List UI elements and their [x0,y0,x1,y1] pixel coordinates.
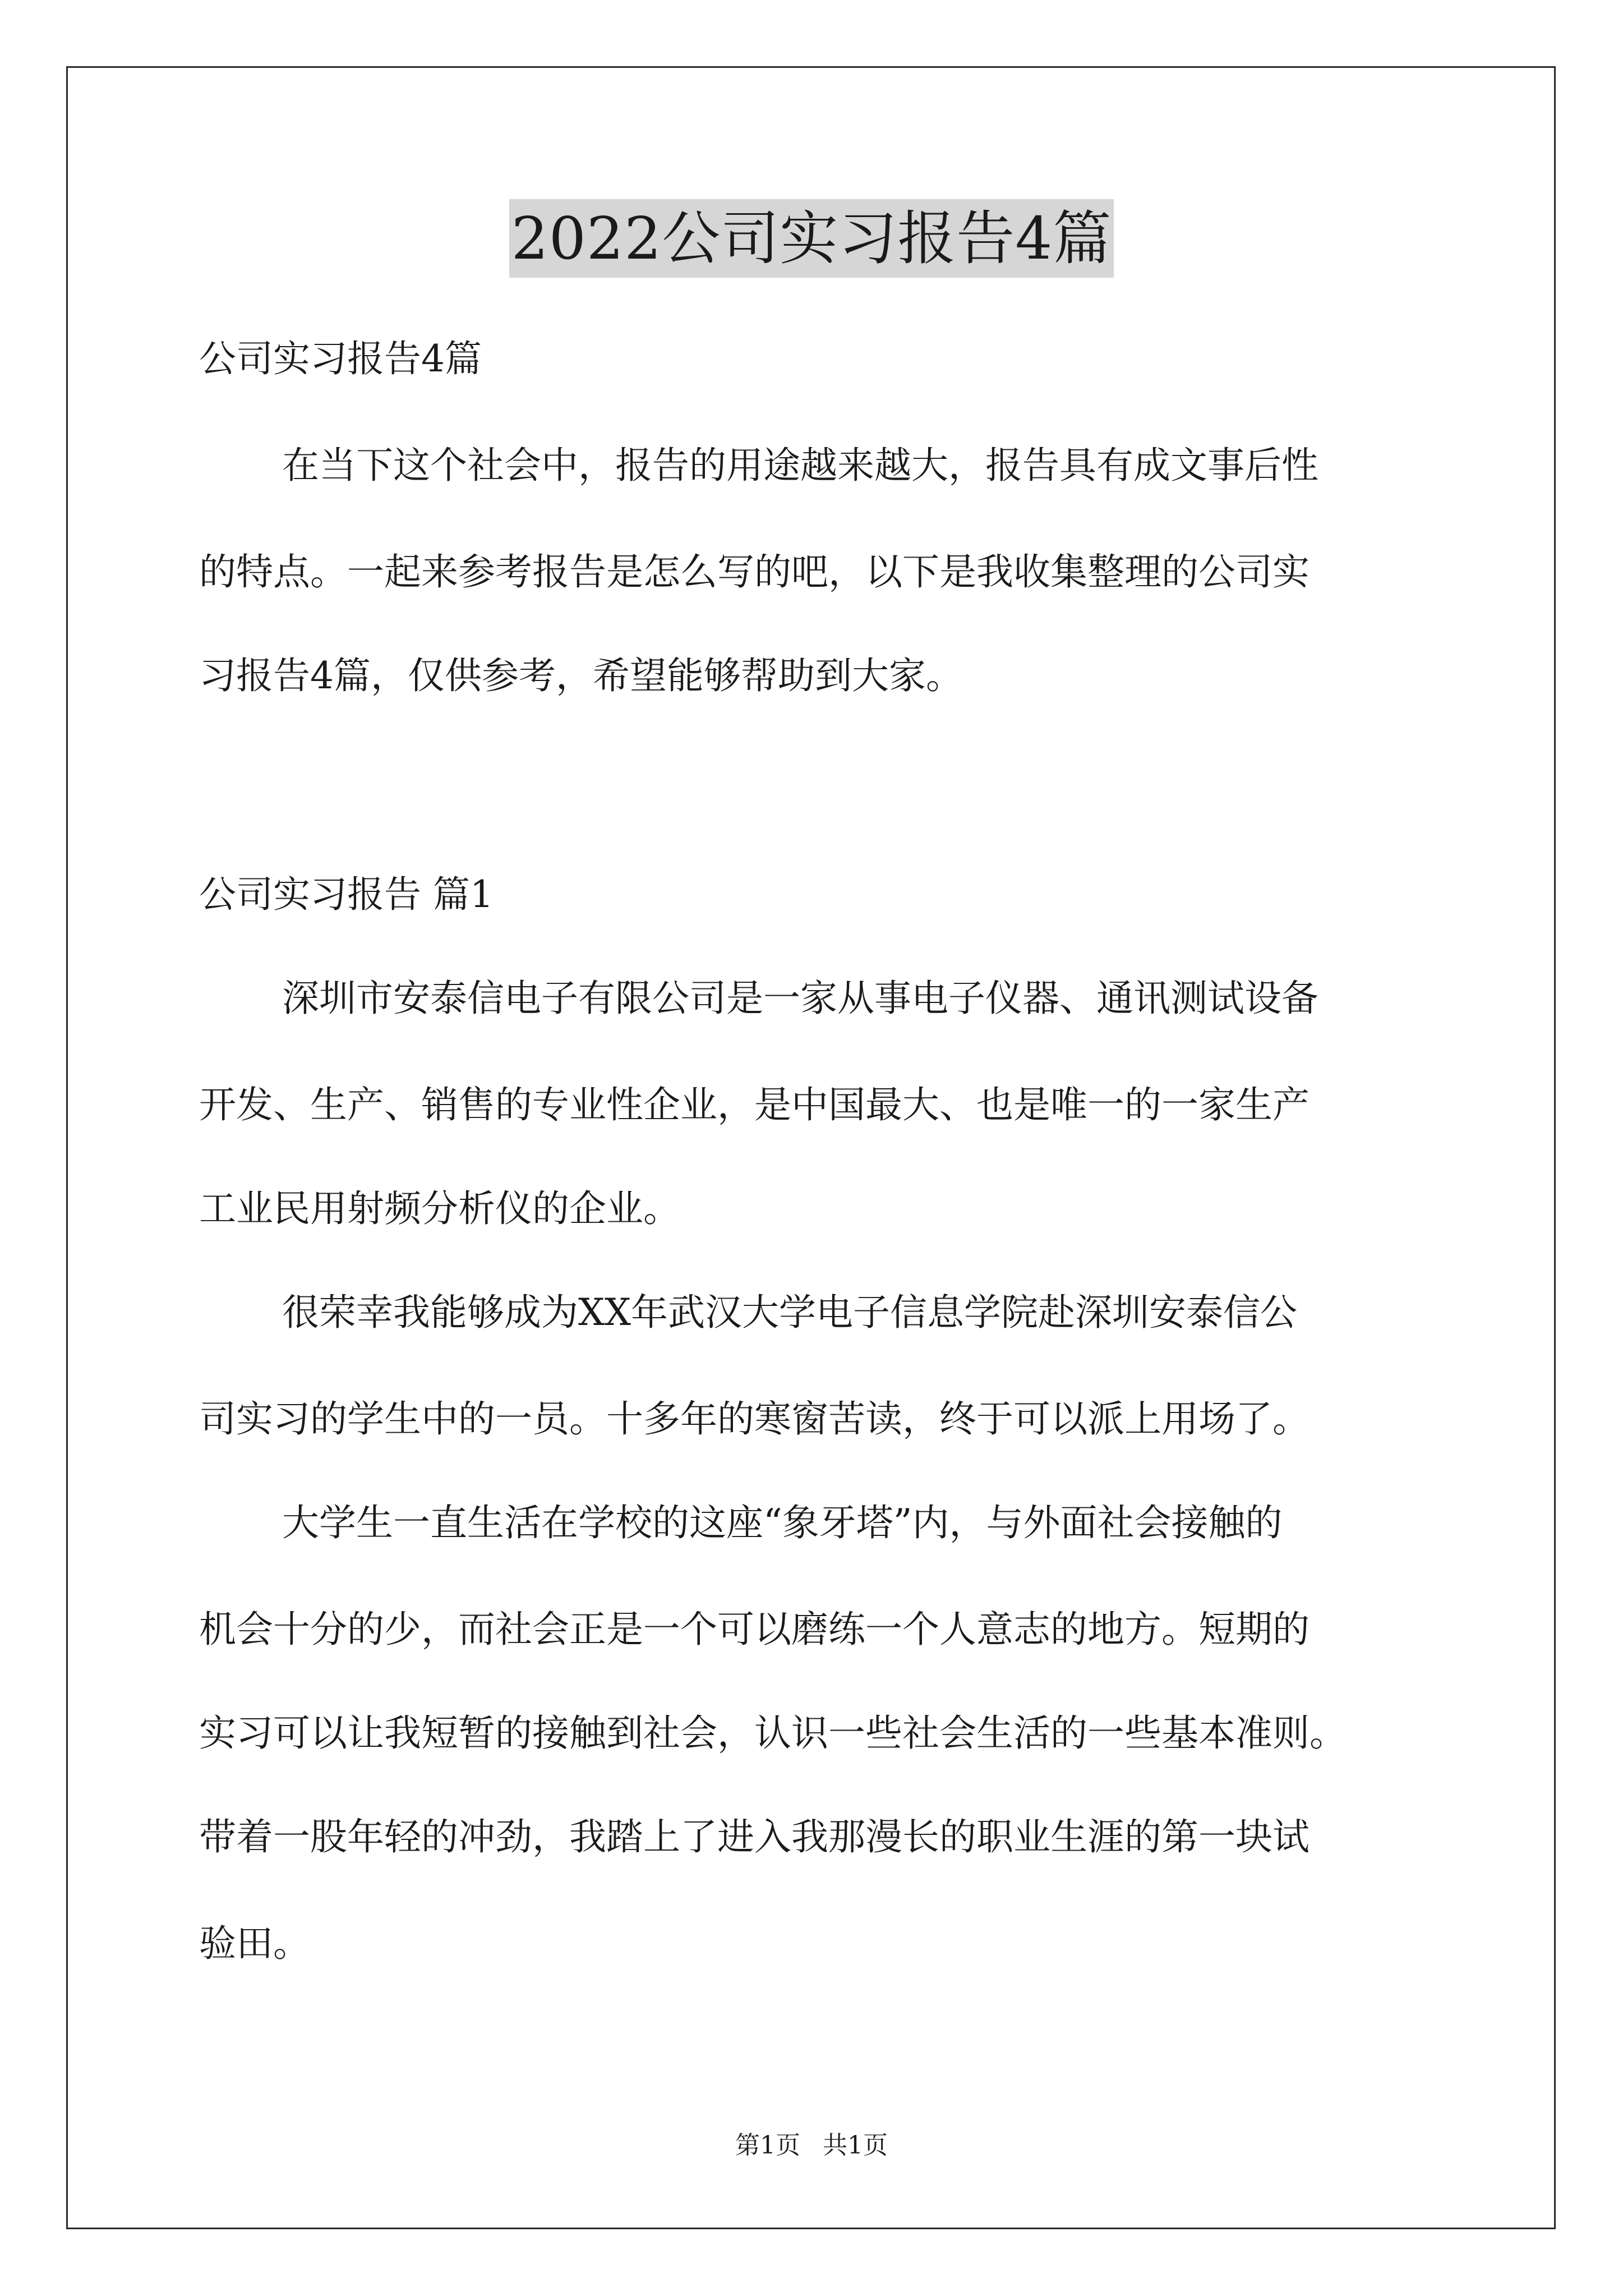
paragraph-line: 很荣幸我能够成为XX年武汉大学电子信息学院赴深圳安泰信公 [282,1291,1297,1334]
paragraph-line: 深圳市安泰信电子有限公司是一家从事电子仪器、通讯测试设备 [282,977,1318,1020]
page-border [66,66,1556,2229]
paragraph-line: 大学生一直生活在学校的这座“象牙塔”内，与外面社会接触的 [282,1501,1283,1544]
paragraph-line: 工业民用射频分析仪的企业。 [199,1187,680,1230]
document-subtitle: 公司实习报告4篇 [199,337,482,380]
title-container [0,199,1623,278]
intro-line: 在当下这个社会中，报告的用途越来越大，报告具有成文事后性 [282,444,1318,487]
page-footer [0,2129,1623,2162]
paragraph-line: 带着一股年轻的冲劲，我踏上了进入我那漫长的职业生涯的第一块试 [199,1815,1310,1858]
intro-line: 的特点。一起来参考报告是怎么写的吧，以下是我收集整理的公司实 [199,550,1310,593]
paragraph-line: 验田。 [199,1922,310,1965]
intro-line: 习报告4篇，仅供参考，希望能够帮助到大家。 [199,654,963,697]
page-total: 共1页 [823,2131,888,2160]
paragraph-line: 实习可以让我短暂的接触到社会，认识一些社会生活的一些基本准则。 [199,1711,1347,1755]
paragraph-line: 机会十分的少，而社会正是一个可以磨练一个人意志的地方。短期的 [199,1608,1310,1651]
section-heading: 公司实习报告 篇1 [199,873,494,916]
page-number: 第1页 [735,2131,800,2160]
paragraph-line: 开发、生产、销售的专业性企业，是中国最大、也是唯一的一家生产 [199,1083,1310,1126]
paragraph-line: 司实习的学生中的一员。十多年的寒窗苦读，终于可以派上用场了。 [199,1397,1310,1441]
document-title: 2022公司实习报告4篇 [509,199,1114,278]
